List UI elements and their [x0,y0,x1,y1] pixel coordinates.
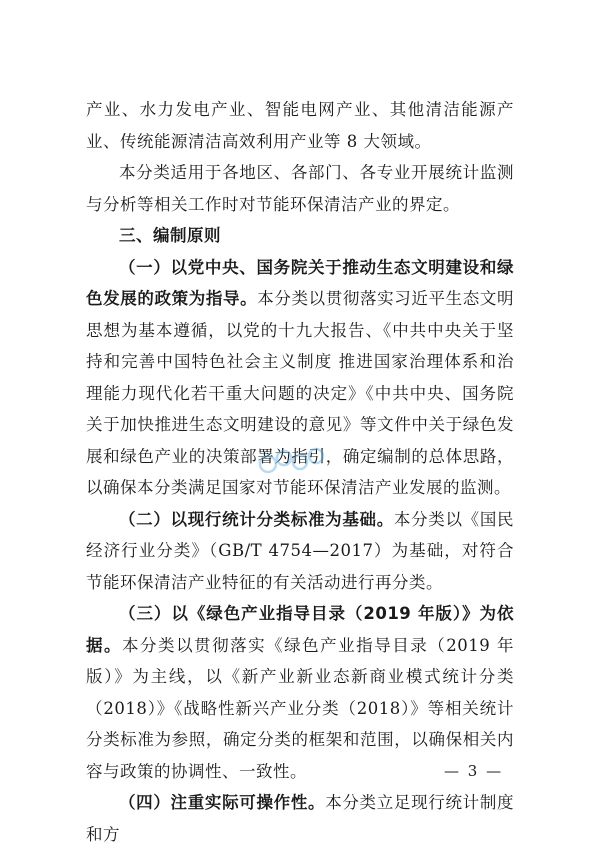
principle-1-lead: （一）以党中央、国务院关于推动生态文明建设和绿色发展的政策为指导。 [86,257,514,308]
principle-4-body: 本分类立足现行统计制度和方 [86,793,515,844]
principle-4-lead: （四）注重实际可操作性。 [119,793,326,812]
principle-3-lead: （三）以《绿色产业指导目录（2019 年版）》为依据。 [86,604,514,655]
paragraph-principle-1 [86,252,514,504]
paragraph-principle-3 [86,598,514,787]
paragraph-scope: 本分类适用于各地区、各部门、各专业开展统计监测与分析等相关工作时对节能环保清洁产业的界定。 [86,163,514,214]
principle-2-lead: （二）以现行统计分类标准为基础。 [119,509,394,529]
principle-2-body: 本分类以《国民经济行业分类》（GB/T 4754—2017）为基础，对符合节能环保清洁产业特征的有关活动进行再分类。 [86,509,515,592]
paragraph-principle-2 [86,504,514,599]
principle-3-body: 本分类以贯彻落实《绿色产业指导目录（2019 年版）》为主线，以《新产业新业态新商业模式统计分类（2018）》《战略性新兴产业分类（2018）》等相关统计分类标准为参照，确定分类的框架和范围，以确保相关内容与政策的协调性、一致性。 [86,635,514,781]
document-body [86,94,514,850]
page-number: — 3 — [444,762,504,780]
principle-1-body: 本分类以贯彻落实习近平生态文明思想为基本遵循，以党的十九大报告、《中共中央关于坚持和完善中国特色社会主义制度 推进国家治理体系和治理能力现代化若干重大问题的决定》《中共中央、国务院关于加快推进生态文明建设的意见》等文件中关于绿色发展和绿色产业的决策部署为指引，确定编制的总体思路，以确保本分类满足国家对节能环保清洁产业发展的监测。 [86,289,514,497]
paragraph-industry-list: 产业、水力发电产业、智能电网产业、其他清洁能源产业、传统能源清洁高效利用产业等 8 大领域。 [86,100,514,151]
section-heading: 三、编制原则 [119,226,221,245]
